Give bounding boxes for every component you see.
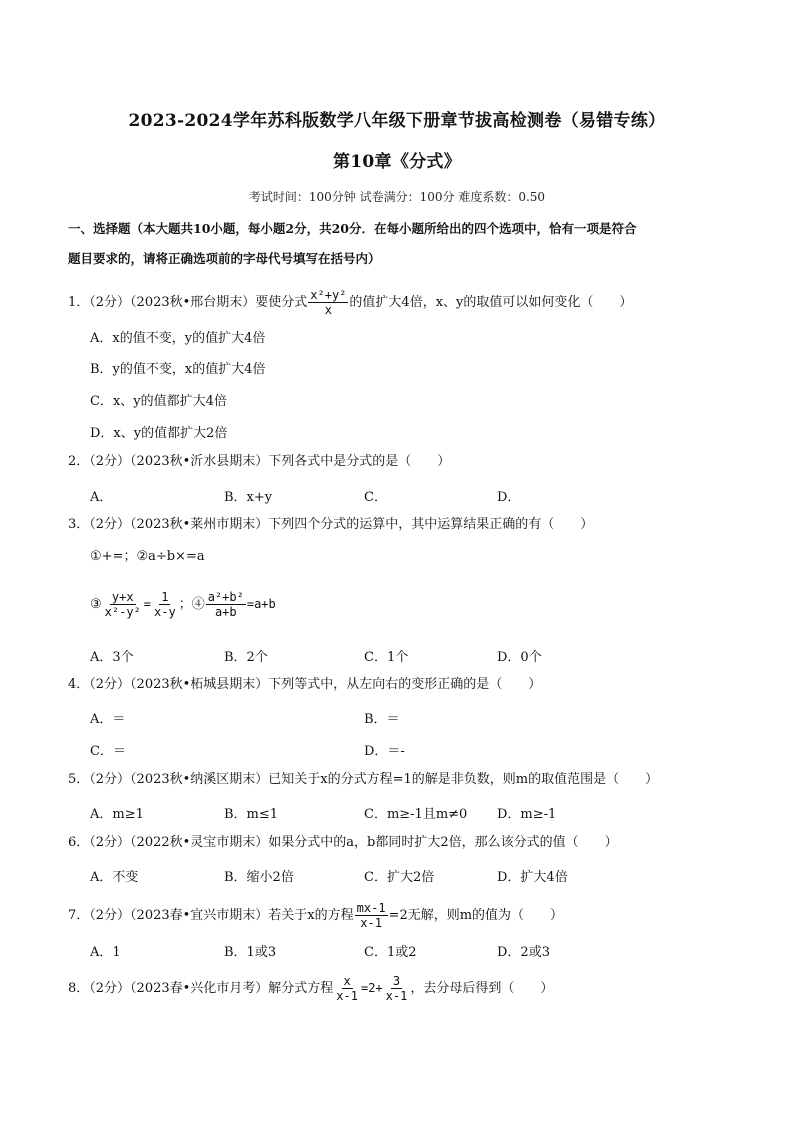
chapter-title: 第10章《分式》 (332, 152, 462, 172)
question-7-stem: 7．（2分）（2023春•宜兴市期末）若关于x的方程 $\frac{mx-1}{x-1}$ =2无解，则m的值为（ ） (68, 901, 564, 930)
q7-option-a: A．1 (90, 945, 121, 960)
q5-option-a: A．m≥1 (90, 807, 144, 822)
q1-option-a: A．x的值不变，y的值扩大4倍 (90, 331, 266, 346)
q3-fraction-2: $\frac{1}{x-y}$ (154, 590, 176, 619)
question-2-stem: 2．（2分）（2023秋•沂水县期末）下列各式中是分式的是（ ） (68, 454, 451, 469)
q7-option-b: B．1或3 (224, 945, 277, 960)
question-3-stem: 3．（2分）（2023秋•莱州市期末）下列四个分式的运算中，其中运算结果正确的有（ ） (68, 517, 594, 532)
q2-option-c: C． (364, 490, 387, 505)
question-8-stem: 8．（2分）（2023春•兴化市月考）解分式方程 $\frac{x}{x-1}$ =2+ $\frac{3}{x-1}$ ，去分母后得到（ ） (68, 974, 554, 1003)
exam-meta: 考试时间：100分钟 试卷满分：100分 难度系数：0.50 (248, 190, 546, 204)
q4-option-d: D．＝- (364, 744, 405, 759)
q8-fraction-2: $\frac{3}{x-1}$ (385, 974, 408, 1003)
q3-option-c: C．1个 (364, 650, 409, 665)
q4-option-b: B．＝ (364, 712, 400, 727)
section-heading-line1: 一、选择题（本大题共10小题，每小题2分，共20分．在每小题所给出的四个选项中，恰有一项是符合 (68, 221, 637, 236)
q7-option-d: D．2或3 (497, 945, 550, 960)
q3-option-d: D．0个 (497, 650, 542, 665)
q3-ops-1-2: ①+=；②a÷b×=a (90, 549, 205, 564)
question-4-stem: 4．（2分）（2023秋•柘城县期末）下列等式中，从左向右的变形正确的是（ ） (68, 677, 542, 692)
q5-option-b: B．m≤1 (224, 807, 279, 822)
q6-option-a: A．不变 (90, 870, 139, 885)
q1-fraction: $\frac{\text{x²+y²}}{x}$ (310, 288, 347, 317)
q6-option-b: B．缩小2倍 (224, 870, 294, 885)
q2-option-b: B．x+y (224, 490, 273, 505)
q1-option-d: D．x、y的值都扩大2倍 (90, 426, 228, 441)
q2-option-d: D． (497, 490, 521, 505)
q6-option-d: D．扩大4倍 (497, 870, 568, 885)
q6-option-c: C．扩大2倍 (364, 870, 435, 885)
q4-option-a: A．＝ (90, 712, 126, 727)
exam-title: 2023-2024学年苏科版数学八年级下册章节拔高检测卷（易错专练） (128, 111, 666, 131)
q5-option-d: D．m≥-1 (497, 807, 557, 822)
question-6-stem: 6．（2分）（2022秋•灵宝市期末）如果分式中的a，b都同时扩大2倍，那么该分式的值（ ） (68, 835, 618, 850)
q4-option-c: C．＝ (90, 744, 126, 759)
q1-option-b: B．y的值不变，x的值扩大4倍 (90, 362, 266, 377)
q8-fraction-1: $\frac{x}{x-1}$ (336, 974, 358, 1003)
question-5-stem: 5．（2分）（2023秋•纳溪区期末）已知关于x的分式方程=1的解是非负数，则m的取值范围是（ ） (68, 772, 659, 787)
q7-option-c: C．1或2 (364, 945, 417, 960)
section-heading-line2: 题目要求的，请将正确选项前的字母代号填写在括号内） (68, 251, 381, 266)
q1-option-c: C．x、y的值都扩大4倍 (90, 394, 227, 409)
q3-option-a: A．3个 (90, 650, 134, 665)
q2-option-a: A． (90, 490, 113, 505)
question-1-stem: 1．（2分）（2023秋•邢台期末）要使分式 $\frac{\text{x²+y²}}{x}$ 的值扩大4倍，x、y的取值可以如何变化（ ） (68, 288, 633, 317)
q3-option-b: B．2个 (224, 650, 268, 665)
q5-option-c: C．m≥-1且m≠0 (364, 807, 468, 822)
q7-fraction: $\frac{mx-1}{x-1}$ (356, 901, 386, 930)
q3-fraction-3: $\frac{\text{a²+b²}}{a+b}$ (207, 590, 244, 619)
q3-fraction-1: $\frac{y+x}{\text{x²-y²}}$ (104, 590, 141, 619)
q3-ops-3-4: ③ $\frac{y+x}{\text{x²-y²}}$ = $\frac{1}{x-y}$ ；④ $\frac{\text{a²+b²}}{a+b}$ =a+b (90, 590, 276, 619)
